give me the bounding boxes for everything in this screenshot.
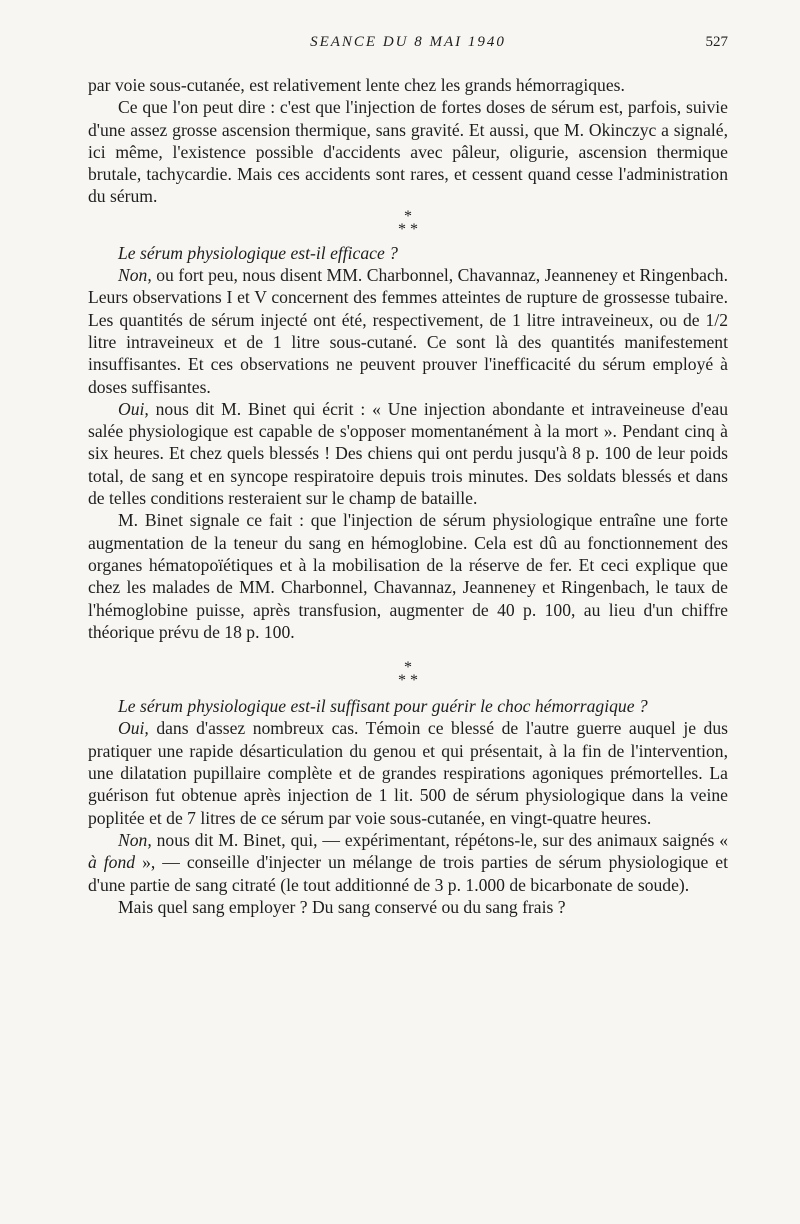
question-text: Le sérum physiologique est-il efficace ?: [118, 242, 398, 263]
paragraph-text: nous dit M. Binet, qui, — expérimentant, répétons-le, sur des animaux saignés «: [151, 829, 728, 850]
lead-word: Non,: [118, 265, 152, 286]
emphasis-text: à fond: [88, 852, 136, 873]
asterism-bottom: * *: [398, 672, 418, 690]
paragraph-2: Ce que l'on peut dire : c'est que l'injection de fortes doses de sérum est, parfois, suivie d'une assez grosse ascension thermique, sans gravité. Et aussi, que M. Okinczyc a signalé, ici même, l'existence possible d'accidents avec pâleur, oligurie, ascension thermique brutale, tachycardie. Mais ces accidents sont rares, et cessent quand cesse l'administration du sérum.: [88, 97, 728, 207]
lead-word: Oui,: [118, 718, 149, 739]
lead-word: Non,: [118, 829, 152, 850]
paragraph-text: dans d'assez nombreux cas. Témoin ce blessé de l'autre guerre auquel je dus pratiquer une rapide désarticulation du genou et qui présentait, à la fin de l'intervention, une dilatation pupillaire complète et de grandes respirations agoniques prémortelles. La guérison fut obtenue après injection de 1 lit. 500 de sérum physiologique dans la veine poplitée et de 7 litres de ce sérum par voie sous-cutanée, en vingt-quatre heures.: [88, 718, 728, 828]
paragraph-1: par voie sous-cutanée, est relativement lente chez les grands hémorragiques.: [88, 75, 625, 95]
paragraph-text: ou fort peu, nous disent MM. Charbonnel, Chavannaz, Jeanneney et Ringenbach. Leurs observations I et V concernent des femmes atteintes de rupture de grossesse tubaire. Les quantités de sérum injecté ont été, respectivement, de 1 litre intraveineux, ou de 1/2 litre intraveineux et de 1 litre sous-cutané. Ce sont là des quantités manifestement insuffisantes. Et ces observations ne peuvent prouver l'inefficacité du sérum employé à doses suffisantes.: [88, 265, 728, 397]
page-number: 527: [705, 34, 728, 50]
asterism-bottom: * *: [398, 220, 418, 238]
lead-word: Oui,: [118, 398, 149, 419]
paragraph-text: », — conseille d'injecter un mélange de trois parties de sérum physiologique et d'une partie de sang citraté (le tout additionné de 3 p. 1.000 de bicarbonate de soude).: [88, 852, 728, 895]
paragraph-10: Mais quel sang employer ? Du sang conservé ou du sang frais ?: [118, 896, 566, 917]
asterism-top: *: [404, 207, 412, 225]
paragraph-9: [88, 829, 728, 896]
asterism-top: *: [404, 659, 412, 677]
paragraph-6: M. Binet signale ce fait : que l'injection de sérum physiologique entraîne une forte augmentation de la teneur du sang en hémoglobine. Cela est dû au fonctionnement des organes hématopoïétiques et à la mobilisation de la réserve de fer. Et ceci explique que chez les malades de MM. Charbonnel, Chavannaz, Jeanneney et Ringenbach, le taux de l'hémoglobine puisse, après transfusion, augmenter de 40 p. 100, au lieu d'un chiffre théorique prévu de 18 p. 100.: [88, 510, 728, 642]
paragraph-5: [88, 398, 728, 509]
section-question-1: [88, 242, 728, 264]
running-title: SEANCE DU 8 MAI 1940: [310, 34, 506, 50]
question-text: Le sérum physiologique est-il suffisant pour guérir le choc hémorragique ?: [118, 696, 648, 717]
paragraph-text: nous dit M. Binet qui écrit : « Une injection abondante et intraveineuse d'eau salée physiologique est capable de s'opposer momentanément à la mort ». Pendant cinq à six heures. Et chez quels blessés ! Des chiens qui ont perdu jusqu'à 8 p. 100 de leur poids total, de sang et en syncope respiratoire depuis trois minutes. Des soldats blessés et dans de telles conditions resteraient sur le champ de bataille.: [88, 398, 728, 509]
body-text: [88, 74, 728, 918]
section-question-2: [88, 695, 728, 717]
section-asterism-2: [88, 659, 728, 690]
paragraph-4: [88, 264, 728, 398]
page-header: [88, 26, 728, 60]
section-asterism-1: [88, 207, 728, 238]
paragraph-8: [88, 717, 728, 828]
